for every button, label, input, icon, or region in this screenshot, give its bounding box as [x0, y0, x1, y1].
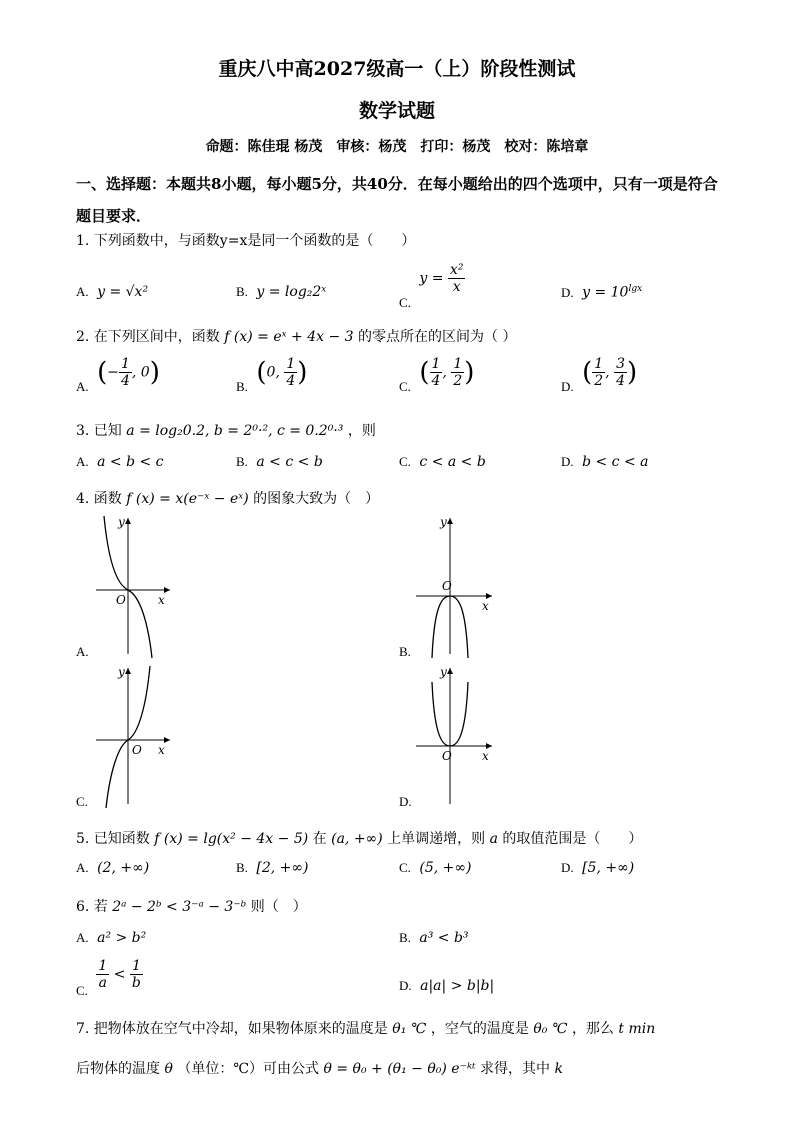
q1-option-c — [399, 262, 465, 310]
q7-line1-time: t min — [618, 1021, 656, 1037]
q4-graph-b — [410, 512, 500, 660]
q6-a-label: A. — [76, 930, 89, 945]
q6-c-num1: 1 — [98, 958, 108, 974]
q4-b-y-label: y — [440, 515, 447, 529]
q5-stem-pre: 5. 已知函数 — [76, 831, 150, 847]
q1-a-label: A. — [76, 284, 89, 299]
q4-c-y-arrow — [125, 668, 131, 674]
q6-a-math: a² > b² — [97, 930, 147, 946]
q7-line1-theta0: θ₀ ℃ — [533, 1021, 568, 1037]
q4-a-label: A. — [76, 644, 89, 659]
q6-c-frac2 — [130, 958, 143, 991]
exam-subject: 数学试题 — [358, 100, 435, 122]
q4-stem-pre: 4. 函数 — [76, 491, 122, 507]
q1-stem: 1. 下列函数中，与函数y=x是同一个函数的是（ ） — [76, 233, 416, 249]
q3-option-d — [561, 454, 649, 470]
q6-c-den1: a — [98, 975, 108, 991]
q6-stem — [76, 896, 307, 916]
q4-b-origin: O — [442, 579, 452, 593]
q4-b-label: B. — [399, 644, 411, 659]
q6-stem-pre: 6. 若 — [76, 899, 108, 915]
q7-line2-pre: 后物体的温度 — [76, 1061, 160, 1077]
q2-c-label: C. — [399, 378, 411, 394]
q4-d-label: D. — [399, 794, 412, 809]
q6-d-math: a|a| > b|b| — [420, 978, 495, 994]
q3-a-math: a < b < c — [97, 454, 164, 470]
q5-option-a — [76, 860, 149, 876]
q1-b-label: B. — [236, 284, 248, 299]
q2-stem — [76, 326, 516, 346]
q3-option-c — [399, 454, 486, 470]
q6-b-label: B. — [399, 930, 411, 945]
q6-c-frac1 — [96, 958, 109, 991]
q5-c-label: C. — [399, 860, 411, 875]
q5-option-c — [399, 860, 472, 876]
q3-stem — [76, 420, 376, 440]
q5-b-label: B. — [236, 860, 248, 875]
q5-stem-interval: (a, +∞) — [331, 831, 383, 847]
q7-line2 — [76, 1058, 563, 1078]
q1-c-label: C. — [399, 294, 411, 310]
q7-line1-mid2: ，那么 — [571, 1021, 614, 1037]
q7-line2-unit: （单位：℃）可由公式 — [177, 1061, 320, 1077]
q1-b-math: y = log₂2ˣ — [256, 284, 327, 300]
q4-graph-d — [410, 662, 500, 810]
q5-option-d — [561, 860, 634, 876]
q1-d-math: y = 10 — [582, 284, 629, 301]
q2-option-c: C. ( $\frac{1}{4}$ , $\frac{1}{2}$ ) — [399, 356, 475, 394]
q2-stem-post: 的零点所在的区间为（ ） — [358, 329, 517, 345]
q1-d-label: D. — [561, 284, 574, 300]
q4-c-origin: O — [132, 743, 142, 757]
q3-a-label: A. — [76, 454, 89, 469]
q2-d-label: D. — [561, 378, 574, 394]
q6-c-lt: < — [113, 966, 126, 983]
q4-graph-a — [90, 512, 180, 660]
q3-d-label: D. — [561, 454, 574, 469]
q6-c-label: C. — [76, 982, 88, 998]
q1-option-d — [561, 284, 642, 301]
q7-line1-theta1: θ₁ ℃ — [392, 1021, 427, 1037]
q4-stem-post: 的图象大致为（ ） — [253, 491, 380, 507]
q5-stem-mid: 在 — [312, 831, 327, 847]
q1-c-num: x² — [449, 262, 464, 278]
exam-title: 重庆八中高2027级高一（上）阶段性测试 — [218, 58, 576, 80]
q7-line1-mid: ，空气的温度是 — [430, 1021, 529, 1037]
q1-option-a — [76, 284, 148, 300]
q5-a-label: A. — [76, 860, 89, 875]
q6-stem-formula: 2ᵃ − 2ᵇ < 3⁻ᵃ − 3⁻ᵇ — [112, 899, 247, 915]
q3-stem-formula: a = log₂0.2, b = 2⁰·², c = 0.2⁰·³ — [126, 423, 344, 439]
q5-b-math: [2, +∞) — [256, 860, 309, 876]
q6-c-den2: b — [131, 975, 141, 991]
q4-a-y-arrow — [125, 518, 131, 524]
q3-stem-post: ，则 — [347, 423, 376, 439]
q7-line1 — [76, 1018, 655, 1038]
q4-c-x-label: x — [158, 743, 165, 757]
q5-stem — [76, 828, 642, 848]
q1-a-math: y = √x² — [97, 284, 149, 300]
q6-b-math: a³ < b³ — [419, 930, 469, 946]
q4-c-y-label: y — [118, 665, 125, 679]
q4-a-origin: O — [116, 593, 126, 607]
q1-c-pre: y = — [419, 270, 444, 287]
q5-option-b — [236, 860, 309, 876]
q7-line2-k: k — [554, 1061, 563, 1077]
q1-option-b — [236, 284, 326, 300]
q7-line2-post: 求得，其中 — [479, 1061, 550, 1077]
q4-d-y-label: y — [440, 665, 447, 679]
q5-stem-end: 的取值范围是（ ） — [502, 831, 643, 847]
q6-option-d — [399, 978, 494, 994]
q4-c-label: C. — [76, 794, 88, 809]
q5-d-label: D. — [561, 860, 574, 875]
q5-stem-formula: f (x) = lg(x² − 4x − 5) — [154, 831, 309, 847]
q4-b-x-label: x — [482, 599, 489, 613]
q4-stem-formula: f (x) = x(e⁻ˣ − eˣ) — [126, 491, 249, 507]
q6-option-b — [399, 930, 469, 946]
q7-line2-theta: θ — [164, 1061, 173, 1077]
q4-graph-c — [90, 662, 180, 810]
q4-a-x-label: x — [158, 593, 165, 607]
q4-b-y-arrow — [447, 518, 453, 524]
q4-d-origin: O — [442, 749, 452, 763]
q2-stem-formula: f (x) = eˣ + 4x − 3 — [224, 329, 354, 345]
q6-option-c — [76, 958, 143, 998]
q3-option-a — [76, 454, 164, 470]
q3-c-math: c < a < b — [419, 454, 486, 470]
section-heading: 一、选择题：本题共8小题，每小题5分，共40分．在每小题给出的四个选项中，只有一项是符合题目要求． — [76, 175, 718, 225]
q6-stem-post: 则（ ） — [250, 899, 307, 915]
q3-b-label: B. — [236, 454, 248, 469]
q2-stem-pre: 2. 在下列区间中，函数 — [76, 329, 220, 345]
q4-c-x-arrow — [164, 737, 170, 743]
q1-d-sup: lgx — [628, 284, 643, 294]
q7-line1-pre: 7. 把物体放在空气中冷却，如果物体原来的温度是 — [76, 1021, 388, 1037]
q4-d-y-arrow — [447, 668, 453, 674]
q4-d-x-label: x — [482, 749, 489, 763]
q6-c-num2: 1 — [131, 958, 141, 974]
q1-c-fraction — [448, 262, 466, 295]
q1-c-den: x — [452, 279, 461, 295]
q3-c-label: C. — [399, 454, 411, 469]
q7-line2-formula: θ = θ₀ + (θ₁ − θ₀) e⁻ᵏᵗ — [323, 1061, 476, 1077]
exam-credits: 命题：陈佳琨 杨茂 审核：杨茂 打印：杨茂 校对：陈培章 — [205, 139, 589, 155]
q3-option-b — [236, 454, 323, 470]
q2-option-a: A. (− $\frac{1}{4}$ , 0) — [76, 356, 160, 394]
q2-a-label: A. — [76, 378, 89, 394]
q5-d-math: [5, +∞) — [582, 860, 635, 876]
q6-d-label: D. — [399, 978, 412, 993]
q2-option-d: D. ( $\frac{1}{2}$ , $\frac{3}{4}$ ) — [561, 356, 638, 394]
q4-a-x-arrow — [164, 587, 170, 593]
q5-a-math: (2, +∞) — [97, 860, 150, 876]
q5-c-math: (5, +∞) — [419, 860, 472, 876]
q4-stem — [76, 488, 379, 508]
q3-d-math: b < c < a — [582, 454, 649, 470]
q2-option-b: B. (0, $\frac{1}{4}$ ) — [236, 356, 308, 394]
q6-option-a — [76, 930, 146, 946]
q4-a-y-label: y — [118, 515, 125, 529]
q5-stem-var: a — [489, 831, 498, 847]
q5-stem-post: 上单调递增，则 — [387, 831, 486, 847]
q3-b-math: a < c < b — [256, 454, 323, 470]
q3-stem-pre: 3. 已知 — [76, 423, 122, 439]
q2-b-label: B. — [236, 378, 248, 394]
